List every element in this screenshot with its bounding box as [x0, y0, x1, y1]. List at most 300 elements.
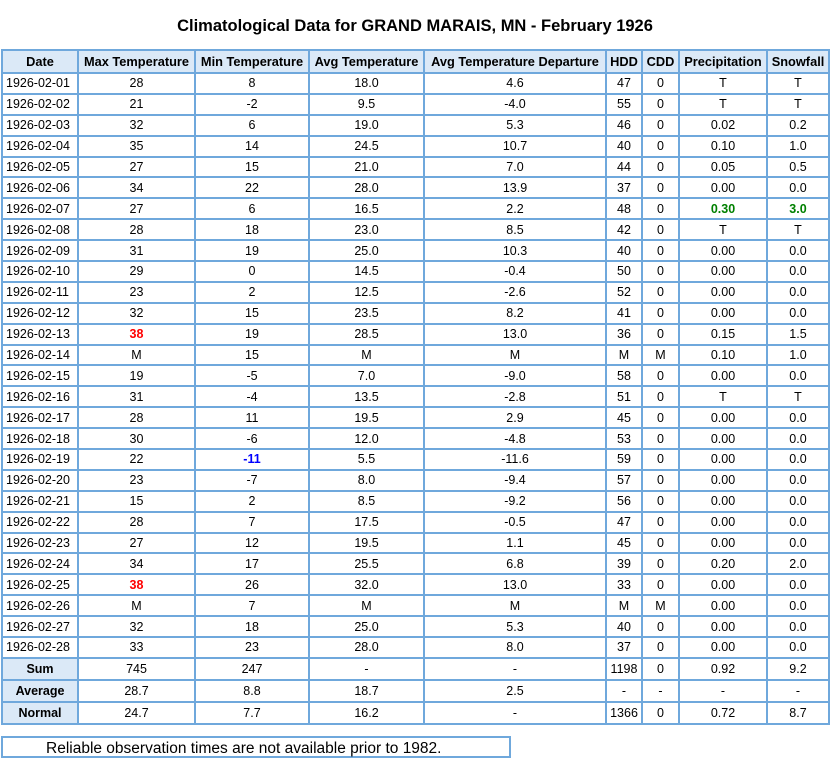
column-header: Avg Temperature: [309, 50, 424, 73]
table-cell: 7.0: [309, 365, 424, 386]
table-cell: 0: [642, 407, 679, 428]
table-cell: 0: [642, 449, 679, 470]
date-cell: 1926-02-09: [2, 240, 78, 261]
table-cell: 6: [195, 198, 309, 219]
table-cell: 13.5: [309, 386, 424, 407]
table-cell: -0.4: [424, 261, 606, 282]
summary-cell: 8.8: [195, 680, 309, 702]
table-cell: 0: [642, 428, 679, 449]
table-cell: 59: [606, 449, 642, 470]
table-cell: 0.00: [679, 240, 767, 261]
table-cell: 0.0: [767, 616, 829, 637]
table-cell: 0.00: [679, 533, 767, 554]
table-cell: 55: [606, 94, 642, 115]
table-cell: 16.5: [309, 198, 424, 219]
date-cell: 1926-02-22: [2, 512, 78, 533]
summary-row: [2, 658, 829, 680]
date-cell: 1926-02-28: [2, 637, 78, 658]
table-cell: 21: [78, 94, 195, 115]
summary-cell: 2.5: [424, 680, 606, 702]
table-cell: 0.00: [679, 407, 767, 428]
date-cell: 1926-02-25: [2, 574, 78, 595]
summary-cell: 0: [642, 702, 679, 724]
page-title: Climatological Data for GRAND MARAIS, MN - February 1926: [177, 17, 653, 35]
date-cell: 1926-02-18: [2, 428, 78, 449]
table-cell: 13.0: [424, 574, 606, 595]
table-cell: 0.0: [767, 240, 829, 261]
summary-cell: 0: [642, 658, 679, 680]
table-cell: 0.0: [767, 512, 829, 533]
table-cell: 0.02: [679, 115, 767, 136]
table-cell: 40: [606, 240, 642, 261]
date-cell: 1926-02-23: [2, 533, 78, 554]
table-cell: 23: [78, 282, 195, 303]
table-cell: 37: [606, 637, 642, 658]
table-cell: 5.3: [424, 115, 606, 136]
table-row: [2, 324, 829, 345]
table-cell: M: [309, 595, 424, 616]
table-cell: 0.0: [767, 365, 829, 386]
table-cell: 31: [78, 386, 195, 407]
table-cell: 0.00: [679, 637, 767, 658]
table-cell: M: [78, 595, 195, 616]
table-row: [2, 428, 829, 449]
table-cell: -4: [195, 386, 309, 407]
table-cell: 0.0: [767, 449, 829, 470]
table-cell: 1.0: [767, 136, 829, 157]
table-cell: 44: [606, 157, 642, 178]
table-row: [2, 177, 829, 198]
table-row: [2, 595, 829, 616]
table-cell: 0.5: [767, 157, 829, 178]
table-cell: 0: [642, 282, 679, 303]
table-row: [2, 219, 829, 240]
summary-cell: 247: [195, 658, 309, 680]
column-header: Avg Temperature Departure: [424, 50, 606, 73]
table-cell: 39: [606, 553, 642, 574]
table-cell: 0.15: [679, 324, 767, 345]
table-cell: 34: [78, 177, 195, 198]
table-cell: 13.9: [424, 177, 606, 198]
table-cell: 23: [195, 637, 309, 658]
table-cell: 8.5: [309, 491, 424, 512]
table-cell: 14.5: [309, 261, 424, 282]
table-cell: 7.0: [424, 157, 606, 178]
table-cell: 32.0: [309, 574, 424, 595]
table-cell: 29: [78, 261, 195, 282]
table-cell: 56: [606, 491, 642, 512]
table-cell: 28: [78, 407, 195, 428]
table-cell: 0: [642, 533, 679, 554]
table-cell: M: [424, 595, 606, 616]
table-cell: 19.5: [309, 533, 424, 554]
date-cell: 1926-02-27: [2, 616, 78, 637]
table-cell: -2.8: [424, 386, 606, 407]
summary-label: Normal: [2, 702, 78, 724]
table-cell: 0.00: [679, 428, 767, 449]
table-cell: 53: [606, 428, 642, 449]
table-cell: 19: [78, 365, 195, 386]
table-cell: 0.0: [767, 533, 829, 554]
table-cell: 0.00: [679, 595, 767, 616]
table-cell: 21.0: [309, 157, 424, 178]
table-cell: 2: [195, 491, 309, 512]
date-cell: 1926-02-13: [2, 324, 78, 345]
table-row: [2, 115, 829, 136]
table-cell: 0: [642, 177, 679, 198]
table-cell: 0.0: [767, 637, 829, 658]
table-cell: 37: [606, 177, 642, 198]
table-cell: 31: [78, 240, 195, 261]
table-cell: 0.0: [767, 261, 829, 282]
table-cell: -9.0: [424, 365, 606, 386]
table-cell: 0: [642, 512, 679, 533]
table-cell: 1.1: [424, 533, 606, 554]
table-cell: T: [679, 73, 767, 94]
table-cell: 0: [642, 219, 679, 240]
table-cell: 0.10: [679, 345, 767, 366]
table-cell: 25.5: [309, 553, 424, 574]
table-row: [2, 198, 829, 219]
table-cell: M: [424, 345, 606, 366]
table-cell: 0.10: [679, 136, 767, 157]
table-cell: 32: [78, 303, 195, 324]
table-cell: 40: [606, 616, 642, 637]
table-cell: 19: [195, 240, 309, 261]
summary-cell: 24.7: [78, 702, 195, 724]
table-cell: 14: [195, 136, 309, 157]
table-cell: T: [767, 73, 829, 94]
table-body: [2, 73, 829, 658]
date-cell: 1926-02-04: [2, 136, 78, 157]
summary-cell: 0.92: [679, 658, 767, 680]
table-row: [2, 616, 829, 637]
table-cell: -4.0: [424, 94, 606, 115]
table-row: [2, 512, 829, 533]
table-row: [2, 94, 829, 115]
table-cell: 28.5: [309, 324, 424, 345]
summary-cell: 16.2: [309, 702, 424, 724]
summary-cell: -: [424, 702, 606, 724]
table-cell: 0: [642, 616, 679, 637]
summary-cell: 1366: [606, 702, 642, 724]
table-row: [2, 136, 829, 157]
date-cell: 1926-02-24: [2, 553, 78, 574]
table-cell: 27: [78, 533, 195, 554]
table-cell: 0.00: [679, 616, 767, 637]
table-cell: 0: [195, 261, 309, 282]
summary-cell: 1198: [606, 658, 642, 680]
table-cell: M: [606, 345, 642, 366]
table-cell: 11: [195, 407, 309, 428]
column-header: Precipitation: [679, 50, 767, 73]
table-cell: 0: [642, 491, 679, 512]
table-row: [2, 407, 829, 428]
table-cell: 0: [642, 115, 679, 136]
table-cell: 7: [195, 595, 309, 616]
table-cell: 0: [642, 157, 679, 178]
table-cell: 18: [195, 616, 309, 637]
table-cell: 0: [642, 470, 679, 491]
table-row: [2, 365, 829, 386]
table-cell: -7: [195, 470, 309, 491]
table-cell: 0.00: [679, 491, 767, 512]
table-cell: 0: [642, 303, 679, 324]
table-cell: 0: [642, 637, 679, 658]
table-cell: 46: [606, 115, 642, 136]
table-cell: 41: [606, 303, 642, 324]
table-cell: 28: [78, 512, 195, 533]
date-cell: 1926-02-08: [2, 219, 78, 240]
table-cell: M: [642, 595, 679, 616]
table-cell: 48: [606, 198, 642, 219]
table-cell: T: [679, 219, 767, 240]
column-header: Snowfall: [767, 50, 829, 73]
climate-data-table: [1, 49, 830, 725]
table-cell: 50: [606, 261, 642, 282]
table-cell: 28.0: [309, 637, 424, 658]
table-cell: -11.6: [424, 449, 606, 470]
table-cell: 47: [606, 73, 642, 94]
table-cell: 35: [78, 136, 195, 157]
table-cell: 0: [642, 198, 679, 219]
table-cell: T: [767, 219, 829, 240]
table-cell: 0: [642, 553, 679, 574]
table-row: [2, 574, 829, 595]
table-summary: [2, 658, 829, 724]
table-cell: 30: [78, 428, 195, 449]
column-header: Min Temperature: [195, 50, 309, 73]
table-cell: 27: [78, 198, 195, 219]
table-cell: 36: [606, 324, 642, 345]
summary-cell: 7.7: [195, 702, 309, 724]
table-cell: M: [309, 345, 424, 366]
table-cell: 0: [642, 94, 679, 115]
table-cell: 0.00: [679, 365, 767, 386]
table-cell: 27: [78, 157, 195, 178]
table-cell: 0.0: [767, 177, 829, 198]
summary-cell: -: [642, 680, 679, 702]
table-cell: 12.0: [309, 428, 424, 449]
table-cell: -2: [195, 94, 309, 115]
summary-cell: 28.7: [78, 680, 195, 702]
table-cell: 24.5: [309, 136, 424, 157]
table-cell: 0.00: [679, 449, 767, 470]
table-cell: 0: [642, 261, 679, 282]
table-cell: 2.2: [424, 198, 606, 219]
table-cell: 19: [195, 324, 309, 345]
table-cell: 32: [78, 115, 195, 136]
table-cell: 10.7: [424, 136, 606, 157]
summary-cell: 8.7: [767, 702, 829, 724]
table-cell: 40: [606, 136, 642, 157]
table-cell: 0.0: [767, 407, 829, 428]
table-cell: 0: [642, 386, 679, 407]
table-cell: 38: [78, 574, 195, 595]
summary-cell: 18.7: [309, 680, 424, 702]
table-cell: M: [606, 595, 642, 616]
table-cell: 22: [78, 449, 195, 470]
column-header: Max Temperature: [78, 50, 195, 73]
table-cell: 12.5: [309, 282, 424, 303]
summary-label: Sum: [2, 658, 78, 680]
table-cell: 25.0: [309, 240, 424, 261]
table-cell: T: [767, 386, 829, 407]
table-cell: 12: [195, 533, 309, 554]
date-cell: 1926-02-11: [2, 282, 78, 303]
date-cell: 1926-02-07: [2, 198, 78, 219]
table-cell: 0.20: [679, 553, 767, 574]
table-cell: 8.5: [424, 219, 606, 240]
table-row: [2, 386, 829, 407]
table-cell: 8: [195, 73, 309, 94]
date-cell: 1926-02-15: [2, 365, 78, 386]
table-row: [2, 261, 829, 282]
table-cell: 5.3: [424, 616, 606, 637]
table-cell: 26: [195, 574, 309, 595]
table-cell: -9.2: [424, 491, 606, 512]
table-cell: -11: [195, 449, 309, 470]
date-cell: 1926-02-05: [2, 157, 78, 178]
table-cell: T: [767, 94, 829, 115]
table-cell: 0.0: [767, 282, 829, 303]
date-cell: 1926-02-26: [2, 595, 78, 616]
table-cell: 8.0: [424, 637, 606, 658]
table-cell: 23.0: [309, 219, 424, 240]
date-cell: 1926-02-12: [2, 303, 78, 324]
table-row: [2, 553, 829, 574]
table-cell: 0.0: [767, 595, 829, 616]
table-cell: 51: [606, 386, 642, 407]
date-cell: 1926-02-20: [2, 470, 78, 491]
column-header: Date: [2, 50, 78, 73]
table-cell: 0.00: [679, 470, 767, 491]
table-cell: 0: [642, 240, 679, 261]
date-cell: 1926-02-21: [2, 491, 78, 512]
table-cell: 0.00: [679, 512, 767, 533]
summary-label: Average: [2, 680, 78, 702]
table-cell: 28: [78, 219, 195, 240]
table-cell: 23.5: [309, 303, 424, 324]
table-cell: 19.0: [309, 115, 424, 136]
table-cell: 34: [78, 553, 195, 574]
table-cell: 57: [606, 470, 642, 491]
table-cell: 10.3: [424, 240, 606, 261]
table-cell: 2: [195, 282, 309, 303]
table-row: [2, 491, 829, 512]
table-cell: 45: [606, 533, 642, 554]
table-cell: 8.2: [424, 303, 606, 324]
table-cell: 0: [642, 365, 679, 386]
table-cell: 2.9: [424, 407, 606, 428]
table-cell: 0.0: [767, 491, 829, 512]
table-cell: 22: [195, 177, 309, 198]
table-cell: 8.0: [309, 470, 424, 491]
table-cell: 6: [195, 115, 309, 136]
table-cell: 13.0: [424, 324, 606, 345]
table-cell: -5: [195, 365, 309, 386]
table-cell: 0.00: [679, 261, 767, 282]
summary-row: [2, 702, 829, 724]
date-cell: 1926-02-03: [2, 115, 78, 136]
table-cell: 18: [195, 219, 309, 240]
table-cell: 0.0: [767, 470, 829, 491]
table-cell: T: [679, 94, 767, 115]
table-cell: 1.0: [767, 345, 829, 366]
table-cell: 18.0: [309, 73, 424, 94]
table-cell: 1.5: [767, 324, 829, 345]
table-row: [2, 637, 829, 658]
table-cell: 6.8: [424, 553, 606, 574]
table-row: [2, 240, 829, 261]
table-cell: 23: [78, 470, 195, 491]
table-cell: 2.0: [767, 553, 829, 574]
table-cell: 0: [642, 136, 679, 157]
table-cell: 0.00: [679, 303, 767, 324]
table-row: [2, 73, 829, 94]
table-cell: 0: [642, 324, 679, 345]
column-header: HDD: [606, 50, 642, 73]
table-cell: 38: [78, 324, 195, 345]
table-cell: 0.0: [767, 303, 829, 324]
table-cell: 0: [642, 73, 679, 94]
observation-note: Reliable observation times are not available prior to 1982.: [1, 736, 511, 758]
date-cell: 1926-02-06: [2, 177, 78, 198]
table-cell: 4.6: [424, 73, 606, 94]
table-cell: 0: [642, 574, 679, 595]
table-cell: 0.0: [767, 574, 829, 595]
table-cell: 0.30: [679, 198, 767, 219]
table-cell: 15: [78, 491, 195, 512]
table-cell: 0.2: [767, 115, 829, 136]
table-cell: -0.5: [424, 512, 606, 533]
table-cell: 0.00: [679, 574, 767, 595]
table-row: [2, 533, 829, 554]
table-cell: 33: [606, 574, 642, 595]
summary-cell: 745: [78, 658, 195, 680]
date-cell: 1926-02-14: [2, 345, 78, 366]
summary-row: [2, 680, 829, 702]
table-cell: 17: [195, 553, 309, 574]
table-cell: 7: [195, 512, 309, 533]
table-cell: 45: [606, 407, 642, 428]
table-cell: 15: [195, 157, 309, 178]
table-row: [2, 157, 829, 178]
table-row: [2, 345, 829, 366]
summary-cell: -: [679, 680, 767, 702]
summary-cell: -: [309, 658, 424, 680]
table-row: [2, 449, 829, 470]
table-row: [2, 303, 829, 324]
summary-cell: -: [767, 680, 829, 702]
table-cell: 15: [195, 303, 309, 324]
date-cell: 1926-02-17: [2, 407, 78, 428]
table-cell: M: [642, 345, 679, 366]
date-cell: 1926-02-19: [2, 449, 78, 470]
table-cell: 0.0: [767, 428, 829, 449]
date-cell: 1926-02-01: [2, 73, 78, 94]
date-cell: 1926-02-02: [2, 94, 78, 115]
table-header-row: [2, 50, 829, 73]
table-cell: T: [679, 386, 767, 407]
summary-cell: -: [424, 658, 606, 680]
table-cell: 52: [606, 282, 642, 303]
table-cell: 28.0: [309, 177, 424, 198]
table-cell: 25.0: [309, 616, 424, 637]
table-cell: 28: [78, 73, 195, 94]
table-cell: 58: [606, 365, 642, 386]
table-cell: 0.00: [679, 282, 767, 303]
